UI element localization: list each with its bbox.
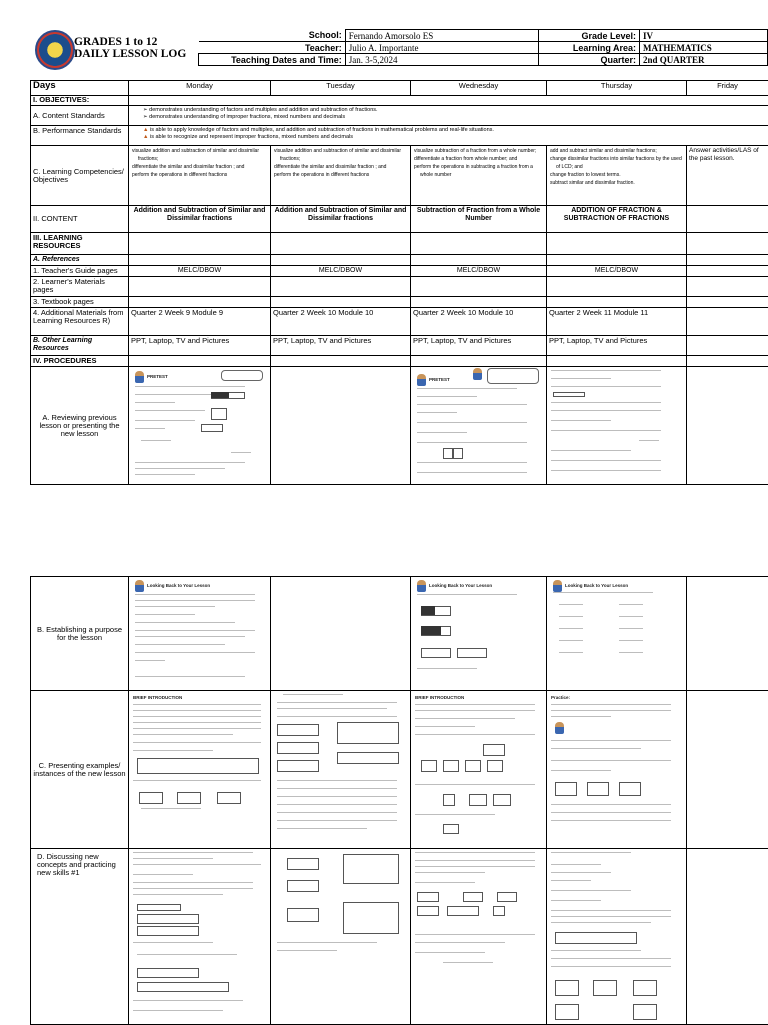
- competencies-monday: visualize addition and subtraction of similar and dissimilar fractions; differentiate the similar and dissimilar fraction ; and perform the operations in different fractions: [129, 146, 271, 206]
- day-thursday: Thursday: [547, 81, 687, 96]
- area-label: Learning Area:: [538, 42, 639, 54]
- teachers-guide-thursday: MELC/DBOW: [547, 266, 687, 277]
- looking-back-title: Looking Back to Your Lesson: [565, 582, 628, 590]
- pretest-title: PRETEST: [429, 376, 450, 384]
- competencies-friday: Answer activities/LAS of the past lesson.: [687, 146, 768, 206]
- performance-standard-item: ▲ is able to apply knowledge of factors and multiples, and addition and subtraction of fractions in mathematical problems and real-life situations.: [131, 127, 766, 134]
- content-thursday: ADDITION OF FRACTION & SUBTRACTION OF FRACTIONS: [547, 206, 687, 233]
- competencies-tuesday: visualize addition and subtraction of similar and dissimilar fractions; differentiate the similar and dissimilar fraction ; and perform the operations in different fractions: [271, 146, 411, 206]
- looking-back-thumb-wednesday: [411, 577, 547, 691]
- pretest-thumb-wednesday: [411, 367, 547, 485]
- content-tuesday: Addition and Subtraction of Similar and Dissimilar fractions: [271, 206, 411, 233]
- content-standards-label: A. Content Standards: [31, 106, 129, 126]
- page-2: [0, 520, 768, 1024]
- lesson-table-page-1: [30, 80, 768, 485]
- days-row: [31, 81, 768, 96]
- pretest-title: PRETEST: [147, 373, 168, 381]
- steps-thumb-monday: [129, 849, 271, 1025]
- procedures-heading: IV. PROCEDURES: [31, 356, 129, 367]
- document-title: GRADES 1 to 12 DAILY LESSON LOG: [74, 36, 186, 60]
- content-label: II. CONTENT: [31, 206, 129, 233]
- looking-back-thumb-monday: [129, 577, 271, 691]
- deped-seal-icon: [35, 30, 75, 70]
- day-friday: Friday: [687, 81, 768, 96]
- grade-value: IV: [640, 30, 768, 42]
- steps-thumb-thursday: [547, 849, 687, 1025]
- dates-value: Jan. 3-5,2024: [345, 54, 538, 66]
- competencies-label: C. Learning Competencies/ Objectives: [31, 146, 129, 206]
- student-icon: [417, 374, 426, 386]
- procedure-a-label: A. Reviewing previous lesson or presenting the new lesson: [31, 367, 129, 485]
- procedure-c-label: C. Presenting examples/ instances of the new lesson: [31, 691, 129, 849]
- student-icon: [553, 580, 562, 592]
- speech-bubble-icon: [221, 370, 263, 381]
- additional-tuesday: Quarter 2 Week 10 Module 10: [271, 308, 411, 336]
- performance-standard-item: ▲ is able to recognize and represent improper fractions, mixed numbers and decimals: [131, 134, 766, 141]
- additional-materials-label: 4. Additional Materials from Learning Resources R): [31, 308, 129, 336]
- content-wednesday: Subtraction of Fraction from a Whole Number: [411, 206, 547, 233]
- intro-thumb-wednesday: [411, 691, 547, 849]
- student-icon: [417, 580, 426, 592]
- student-icon: [135, 371, 144, 383]
- objectives-heading: I. OBJECTIVES:: [31, 96, 129, 106]
- additional-monday: Quarter 2 Week 9 Module 9: [129, 308, 271, 336]
- steps-thumb-wednesday: [411, 849, 547, 1025]
- looking-back-title: Looking Back to Your Lesson: [147, 582, 210, 590]
- intro-thumb-tuesday: [271, 691, 411, 849]
- review-thumb-thursday: [547, 367, 687, 485]
- steps-thumb-tuesday: [271, 849, 411, 1025]
- content-standard-item: ➢ demonstrates understanding of improper fractions, mixed numbers and decimals: [131, 114, 766, 121]
- teacher-icon: [473, 368, 482, 380]
- content-standard-item: ➢ demonstrates understanding of factors and multiples and addition and subtraction of fractions.: [131, 107, 766, 114]
- competencies-thursday: add and subtract similar and dissimilar fractions; change dissimilar fractions into similar fractions by the used of LCD; and change fraction to lowest terms. subtract similar and dissimilar fraction.: [547, 146, 687, 206]
- student-icon: [135, 580, 144, 592]
- content-standards-list: [129, 106, 768, 126]
- content-monday: Addition and Subtraction of Similar and Dissimilar fractions: [129, 206, 271, 233]
- references-label: A. References: [31, 255, 129, 266]
- other-tuesday: PPT, Laptop, TV and Pictures: [271, 336, 411, 356]
- teachers-guide-wednesday: MELC/DBOW: [411, 266, 547, 277]
- dates-label: Teaching Dates and Time:: [199, 54, 346, 66]
- pretest-thumb-monday: [129, 367, 271, 485]
- procedure-b-label: B. Establishing a purpose for the lesson: [31, 577, 129, 691]
- school-value: Fernando Amorsolo ES: [345, 30, 538, 42]
- area-value: MATHEMATICS: [640, 42, 768, 54]
- quarter-label: Quarter:: [538, 54, 639, 66]
- additional-thursday: Quarter 2 Week 11 Module 11: [547, 308, 687, 336]
- learners-materials-label: 2. Learner's Materials pages: [31, 277, 129, 297]
- competencies-wednesday: visualize subtraction of a fraction from a whole number; differentiate a fraction from whole number; and perform the operations in subtracting a fraction from a whole number: [411, 146, 547, 206]
- teachers-guide-label: 1. Teacher's Guide pages: [31, 266, 129, 277]
- additional-wednesday: Quarter 2 Week 10 Module 10: [411, 308, 547, 336]
- school-label: School:: [199, 30, 346, 42]
- performance-standards-label: B. Performance Standards: [31, 126, 129, 146]
- other-wednesday: PPT, Laptop, TV and Pictures: [411, 336, 547, 356]
- student-icon: [555, 722, 564, 734]
- practice-title: Practice:: [551, 694, 570, 702]
- textbook-label: 3. Textbook pages: [31, 297, 129, 308]
- day-tuesday: Tuesday: [271, 81, 411, 96]
- other-resources-label: B. Other Learning Resources: [31, 336, 129, 356]
- teachers-guide-tuesday: MELC/DBOW: [271, 266, 411, 277]
- practice-thumb-thursday: [547, 691, 687, 849]
- other-thursday: PPT, Laptop, TV and Pictures: [547, 336, 687, 356]
- teacher-label: Teacher:: [199, 42, 346, 54]
- intro-thumb-monday: [129, 691, 271, 849]
- performance-standards-list: [129, 126, 768, 146]
- lesson-log-header: [30, 28, 768, 70]
- looking-back-title: Looking Back to Your Lesson: [429, 582, 492, 590]
- other-monday: PPT, Laptop, TV and Pictures: [129, 336, 271, 356]
- day-monday: Monday: [129, 81, 271, 96]
- resources-heading: III. LEARNING RESOURCES: [31, 233, 129, 255]
- brief-intro-title: BRIEF INTRODUCTION: [133, 694, 182, 702]
- days-label: Days: [31, 81, 129, 96]
- brief-intro-title: BRIEF INTRODUCTION: [415, 694, 464, 702]
- lesson-table-page-2: [30, 576, 768, 1025]
- grade-label: Grade Level:: [538, 30, 639, 42]
- procedure-d-label: D. Discussing new concepts and practicing new skills #1: [31, 849, 129, 1025]
- teacher-value: Julio A. Importante: [345, 42, 538, 54]
- quarter-value: 2nd QUARTER: [640, 54, 768, 66]
- looking-back-thumb-thursday: [547, 577, 687, 691]
- teachers-guide-monday: MELC/DBOW: [129, 266, 271, 277]
- day-wednesday: Wednesday: [411, 81, 547, 96]
- header-info-table: [198, 29, 768, 66]
- speech-bubble-icon: [487, 368, 539, 384]
